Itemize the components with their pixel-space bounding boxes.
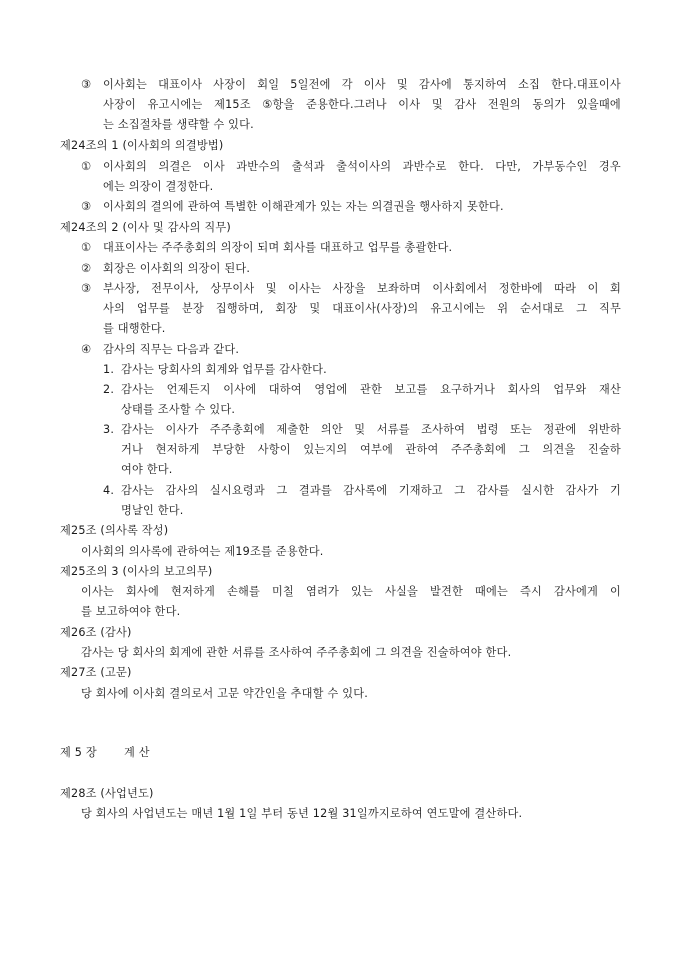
word: 및 (396, 78, 408, 91)
subitem-marker: 2. (103, 383, 115, 396)
word: 관한 (359, 383, 382, 396)
clause-line: 에는 의장이 결정한다. (103, 180, 214, 193)
word: 미칠 (272, 585, 295, 598)
subitem-line: 여야 한다. (121, 463, 173, 476)
word: 감사는 (121, 423, 155, 436)
word: 감사가 (565, 484, 599, 497)
word: 부사장, (103, 282, 140, 295)
word: 감사에 (418, 78, 452, 91)
word: 이 (587, 282, 599, 295)
word: 재산 (598, 383, 621, 396)
word: 이 (609, 585, 621, 598)
word: 한다. (458, 160, 484, 173)
word: 각 (341, 78, 353, 91)
word: 출석이사의 (336, 160, 392, 173)
word: 정관에 (543, 423, 577, 436)
article-body-line: 감사는 당 회사의 회계에 관한 서류를 조사하여 주주총회에 그 의견을 진술하여야 한다. (81, 646, 512, 659)
word: 다만, (495, 160, 522, 173)
word: 의안 (320, 423, 343, 436)
word: 이사는 (288, 282, 322, 295)
word: 회장 (275, 302, 298, 315)
word: 이사에 (223, 383, 257, 396)
word: 진술하 (587, 443, 621, 456)
word: 감사에게 (553, 585, 598, 598)
clause-line: 를 대행한다. (103, 322, 166, 335)
word: 주주총회에 (451, 443, 507, 456)
article-heading: 제28조 (사업년도) (60, 787, 154, 800)
word: 언제든지 (166, 383, 211, 396)
word: 회일 (257, 78, 280, 91)
subitem-marker: 4. (103, 484, 115, 497)
subitem-line (121, 443, 621, 457)
clause-line (103, 302, 621, 316)
subitem-line (121, 484, 621, 498)
word: 사의 (103, 302, 126, 315)
subitem-line: 명날인 한다. (121, 504, 184, 517)
chapter-number: 제 5 장 (60, 746, 97, 759)
word: 이사회는 (103, 78, 148, 91)
word: 동의가 (532, 98, 566, 111)
word: 대표이사(사장)의 (332, 302, 419, 315)
word: 이사회의 (103, 160, 148, 173)
word: 감사록에 (343, 484, 388, 497)
clause-line (103, 98, 621, 112)
word: 여부에 (359, 443, 393, 456)
word: 상무이사 (210, 282, 255, 295)
word: 대표이사 (158, 78, 203, 91)
word: 이사 (398, 98, 421, 111)
article-body-line (81, 585, 621, 599)
word: 감사는 (121, 484, 155, 497)
subitem-line: 감사는 당회사의 회계와 업무를 감사한다. (121, 363, 327, 376)
word: 및 (431, 98, 443, 111)
subitem-line: 상태를 조사할 수 있다. (121, 403, 236, 416)
word: 대하여 (268, 383, 302, 396)
word: 한다.대표이사 (551, 78, 621, 91)
clause-line: 이사회의 결의에 관하여 특별한 이해관계가 있는 자는 의결권을 행사하지 못한다. (103, 200, 504, 213)
word: 5일전에 (290, 78, 331, 91)
word: 전원의 (487, 98, 521, 111)
item-marker: ① (81, 160, 92, 173)
word: 회 (609, 282, 621, 295)
word: 소집 (518, 78, 541, 91)
word: ⑤항을 (262, 98, 295, 111)
word: 즉시 (519, 585, 542, 598)
word: 분장 (181, 302, 204, 315)
article-heading: 제25조 (의사록 작성) (60, 524, 169, 537)
word: 과반수로 (402, 160, 447, 173)
article-body-line: 당 회사의 사업년도는 매년 1월 1일 부터 동년 12월 31일까지로하여 연도말에 결산하다. (81, 807, 523, 820)
word: 있는지의 (303, 443, 348, 456)
article-heading: 제26조 (감사) (60, 626, 132, 639)
clause-line: 회장은 이사회의 의장이 된다. (103, 262, 251, 275)
word: 그 (454, 484, 466, 497)
article-heading: 제25조의 3 (이사의 보고의무) (60, 565, 213, 578)
word: 현저하게 (171, 585, 216, 598)
word: 거나 (121, 443, 144, 456)
article-body-line: 이사회의 의사록에 관하여는 제19조를 준용한다. (81, 545, 324, 558)
word: 보좌하며 (376, 282, 421, 295)
word: 있는 (350, 585, 373, 598)
word: 이사 (363, 78, 386, 91)
word: 출석과 (291, 160, 325, 173)
word: 사장을 (332, 282, 366, 295)
word: 기재하고 (398, 484, 443, 497)
word: 감사를 (476, 484, 510, 497)
clause-line (103, 160, 621, 174)
word: 결과를 (298, 484, 332, 497)
word: 관하여 (405, 443, 439, 456)
article-body-line: 당 회사에 이사회 결의로서 고문 약간인을 추대할 수 있다. (81, 687, 368, 700)
word: 및 (265, 282, 277, 295)
item-marker: ③ (81, 200, 92, 213)
article-body-line: 를 보고하여야 한다. (81, 605, 181, 618)
word: 그 (276, 484, 288, 497)
word: 통지하여 (462, 78, 507, 91)
word: 직무 (598, 302, 621, 315)
word: 사장이 (213, 78, 247, 91)
word: 의견을 (542, 443, 576, 456)
word: 감사는 (121, 383, 155, 396)
word: 및 (354, 423, 366, 436)
word: 법령 (476, 423, 499, 436)
word: 현저하게 (155, 443, 200, 456)
word: 정한바에 (498, 282, 543, 295)
word: 회사에 (126, 585, 160, 598)
item-marker: ③ (81, 282, 92, 295)
word: 이사회에서 (432, 282, 488, 295)
word: 및 (309, 302, 321, 315)
word: 제출한 (276, 423, 310, 436)
word: 기 (609, 484, 621, 497)
word: 제15조 (214, 98, 251, 111)
item-marker: ① (81, 241, 92, 254)
word: 위 (497, 302, 509, 315)
word: 실시한 (521, 484, 555, 497)
clause-line (103, 282, 621, 296)
subitem-line (121, 383, 621, 397)
word: 주주총회에 (209, 423, 265, 436)
word: 그 (576, 302, 588, 315)
word: 실시요령과 (209, 484, 265, 497)
item-marker: ③ (81, 78, 92, 91)
word: 그 (518, 443, 530, 456)
article-heading: 제27조 (고문) (60, 666, 132, 679)
word: 이사가 (165, 423, 199, 436)
word: 유고시에는 (147, 98, 203, 111)
article-heading: 제24조의 2 (이사 및 감사의 직무) (60, 221, 231, 234)
word: 업무를 (136, 302, 170, 315)
word: 과반수의 (236, 160, 281, 173)
item-marker: ④ (81, 343, 92, 356)
word: 이사는 (81, 585, 115, 598)
word: 사항이 (257, 443, 291, 456)
word: 또는 (510, 423, 533, 436)
word: 감사 (454, 98, 477, 111)
word: 유고시에는 (430, 302, 486, 315)
word: 경우 (598, 160, 621, 173)
word: 전무이사, (151, 282, 199, 295)
word: 손해를 (227, 585, 261, 598)
word: 있을때에 (576, 98, 621, 111)
word: 의결은 (158, 160, 192, 173)
clause-line: 는 소집절차를 생략할 수 있다. (103, 118, 254, 131)
word: 발견한 (429, 585, 463, 598)
word: 가부동수인 (532, 160, 588, 173)
clause-line: 대표이사는 주주총회의 의장이 되며 회사를 대표하고 업무를 총괄한다. (103, 241, 453, 254)
word: 회사의 (507, 383, 541, 396)
word: 사장이 (103, 98, 137, 111)
word: 영업에 (314, 383, 348, 396)
item-marker: ② (81, 262, 92, 275)
word: 보고를 (394, 383, 428, 396)
word: 따라 (554, 282, 577, 295)
word: 염려가 (305, 585, 340, 598)
word: 사실을 (384, 585, 418, 598)
word: 이사 (202, 160, 225, 173)
subitem-marker: 1. (103, 363, 115, 376)
chapter-title: 계 산 (124, 746, 150, 759)
article-heading: 제24조의 1 (이사회의 의결방법) (60, 139, 224, 152)
word: 업무와 (553, 383, 587, 396)
word: 때에는 (474, 585, 508, 598)
subitem-line (121, 423, 621, 437)
word: 감사의 (165, 484, 199, 497)
word: 요구하거나 (440, 383, 496, 396)
word: 순서대로 (520, 302, 565, 315)
word: 부당한 (212, 443, 246, 456)
clause-line (103, 78, 621, 92)
clause-line: 감사의 직무는 다음과 같다. (103, 343, 240, 356)
word: 집행하며, (215, 302, 264, 315)
subitem-marker: 3. (103, 423, 115, 436)
word: 조사하여 (421, 423, 466, 436)
word: 위반하 (587, 423, 621, 436)
word: 서류를 (376, 423, 410, 436)
word: 준용한다.그러나 (305, 98, 387, 111)
